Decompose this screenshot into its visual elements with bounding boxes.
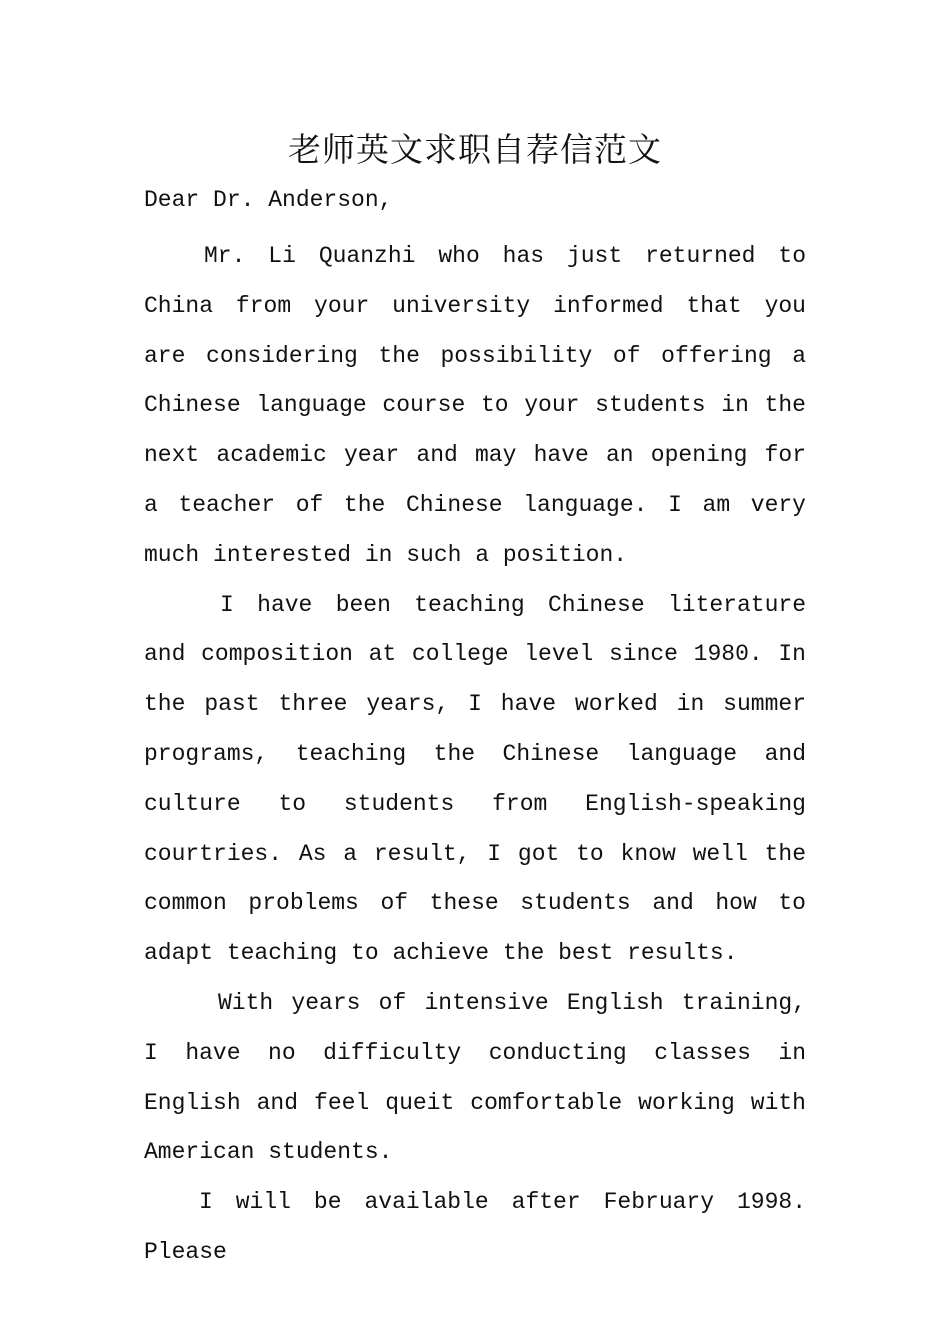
document-title: 老师英文求职自荐信范文 xyxy=(288,130,662,169)
letter-body xyxy=(144,232,806,1278)
paragraph: I have been teaching Chinese literature and composition at college level since 1980. In the past three years, I have worked in summer programs, teaching the Chinese language and culture to students from English-speaking courtries. As a result, I got to know well the common problems of these students and how to adapt teaching to achieve the best results. xyxy=(144,591,806,967)
salutation: Dear Dr. Anderson, xyxy=(144,187,393,213)
paragraph: I will be available after February 1998. Please xyxy=(144,1189,806,1265)
paragraph: With years of intensive English training, I have no difficulty conducting classes in English and feel queit comfortable working with American students. xyxy=(144,989,806,1166)
paragraph: Mr. Li Quanzhi who has just returned to China from your university informed that you are considering the possibility of offering a Chinese language course to your students in the next academic year and may have an opening for a teacher of the Chinese language. I am very much interested in such a position. xyxy=(144,243,806,568)
